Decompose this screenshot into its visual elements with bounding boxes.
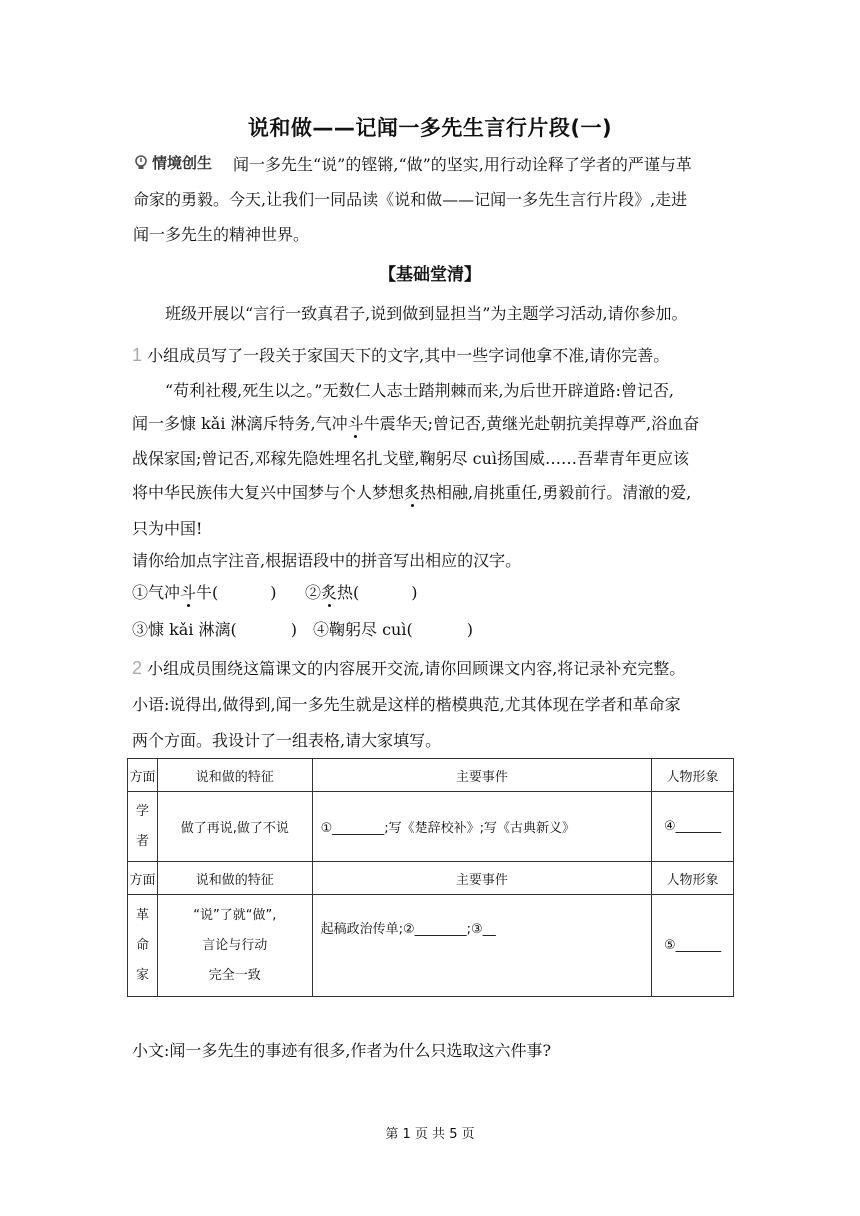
text-run: ): [411, 583, 418, 602]
aspect-char: 革: [135, 907, 149, 923]
q1-line: [132, 344, 669, 367]
image-cell: ⑤_______: [652, 895, 734, 997]
feature-cell: 做了再说,做了不说: [157, 792, 312, 862]
header-cell: 主要事件: [312, 759, 651, 792]
q1-item-4: [313, 619, 473, 641]
q1-para-line-2: [132, 413, 699, 435]
table-row: [128, 895, 734, 997]
aspect-cell: [128, 895, 158, 997]
text-run: ②: [305, 583, 322, 602]
header-cell: 人物形象: [652, 862, 734, 895]
aspect-char: 学: [135, 803, 149, 819]
summary-table: [127, 758, 734, 997]
aspect-cell: [128, 792, 158, 862]
badge-label: 情境创生: [152, 154, 213, 172]
text-run: ): [270, 583, 277, 602]
feature-line: “说”了就“做”,: [193, 907, 277, 923]
q1-para-line-1: “苟利社稷,死生以之。”无数仁人志士踏荆棘而来,为后世开辟道路:曾记否,: [165, 381, 675, 400]
text-run: ): [290, 620, 298, 639]
text-run: 牛震华天;曾记否,黄继光赴朝抗美捍尊严,浴血奋: [363, 414, 700, 433]
page-footer: 第 1 页 共 5 页: [385, 1127, 475, 1142]
section-title: 【基础堂清】: [379, 265, 481, 285]
header-cell: 人物形象: [652, 759, 734, 792]
q1-item-1: [132, 582, 277, 604]
dotted-char: 斗: [180, 583, 197, 602]
q1-para-line-5: 只为中国!: [132, 519, 203, 538]
table-header-row: [128, 759, 734, 792]
q1-item-2: [305, 582, 418, 604]
feature-line: 完全一致: [208, 967, 261, 983]
dotted-char: 炙: [321, 583, 338, 602]
aspect-char: 家: [135, 967, 149, 983]
q2-text: 小组成员围绕这篇课文的内容展开交流,请你回顾课文内容,将记录补充完整。: [147, 659, 686, 678]
header-cell: 说和做的特征: [157, 862, 312, 895]
text-run: 牛(: [196, 583, 219, 602]
q1-para-line-4: [132, 482, 691, 504]
header-cell: 主要事件: [312, 862, 651, 895]
events-cell: [312, 895, 651, 997]
intro-line-3: 闻一多先生的精神世界。: [133, 225, 310, 244]
text-run: ③慷 kǎi 淋漓(: [132, 620, 237, 639]
feature-cell: [157, 895, 312, 997]
events-text: 起稿政治传单;②________;③__: [320, 921, 496, 937]
intro-badge: [134, 152, 212, 173]
events-cell: ①________;写《楚辞校补》;写《古典新义》: [312, 792, 651, 862]
q1-number: 1: [132, 345, 143, 365]
aspect-char: 者: [135, 833, 149, 849]
text-run: ①气冲: [132, 583, 181, 602]
text-run: 热相融,肩挑重任,勇毅前行。清澈的爱,: [420, 483, 692, 502]
text-run: 闻一多慷 kǎi 淋漓斥特务,气冲: [132, 414, 348, 433]
aspect-char: 命: [135, 937, 149, 953]
q1-item-3: [132, 619, 297, 641]
q2-number: 2: [132, 658, 143, 678]
q1-text: 小组成员写了一段关于家国天下的文字,其中一些字词他拿不准,请你完善。: [147, 346, 670, 365]
page-title: 说和做——记闻一多先生言行片段(一): [247, 116, 613, 140]
lightbulb-icon: [134, 155, 148, 171]
dotted-char: 炙: [404, 483, 421, 502]
text-run: 将中华民族伟大复兴中国梦与个人梦想: [132, 483, 405, 502]
table-row: [128, 792, 734, 862]
feature-line: 言论与行动: [202, 937, 268, 953]
q2-line: [132, 657, 685, 680]
text-run: ④鞠躬尽 cuì(: [313, 620, 413, 639]
q1-para-line-3: 战保家国;曾记否,邓稼先隐姓埋名扎戈壁,鞠躬尽 cuì扬国威……吾辈青年更应该: [132, 449, 690, 468]
text-run: ): [466, 620, 473, 639]
header-cell: 方面: [128, 862, 158, 895]
header-cell: 说和做的特征: [157, 759, 312, 792]
q1-instruction: 请你给加点字注音,根据语段中的拼音写出相应的汉字。: [132, 551, 522, 570]
xiaoyu-line-2: 两个方面。我设计了一组表格,请大家填写。: [132, 731, 442, 750]
header-cell: 方面: [128, 759, 158, 792]
activity-text: 班级开展以“言行一致真君子,说到做到显担当”为主题学习活动,请你参加。: [165, 304, 688, 323]
intro-line-1: 闻一多先生“说”的铿锵,“做”的坚实,用行动诠释了学者的严谨与革: [233, 155, 692, 174]
table-header-row: [128, 862, 734, 895]
xiaowen-question: 小文:闻一多先生的事迹有很多,作者为什么只选取这六件事?: [132, 1041, 552, 1060]
text-run: 热(: [337, 583, 360, 602]
dotted-char: 斗: [347, 414, 364, 433]
intro-line-2: 命家的勇毅。今天,让我们一同品读《说和做——记闻一多先生言行片段》,走进: [133, 190, 688, 209]
xiaoyu-line-1: 小语:说得出,做得到,闻一多先生就是这样的楷模典范,尤其体现在学者和革命家: [132, 695, 681, 714]
image-cell: ④_______: [652, 792, 734, 862]
